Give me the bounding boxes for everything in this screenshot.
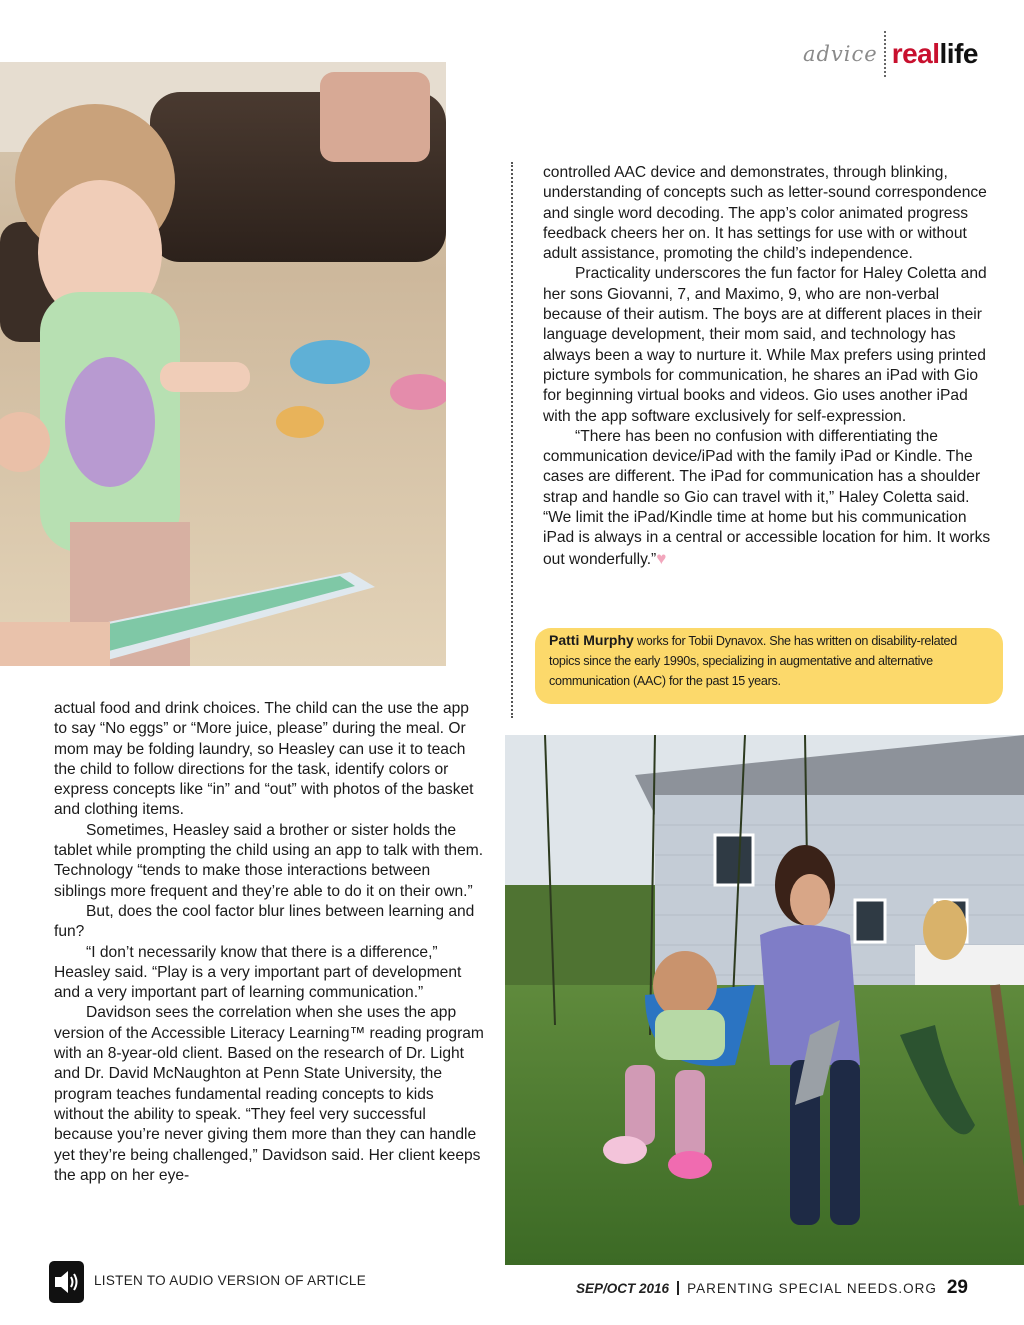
page-footer bbox=[576, 1277, 968, 1299]
site-name: PARENTING SPECIAL NEEDS.ORG bbox=[687, 1280, 937, 1296]
section-label: advice bbox=[802, 42, 878, 66]
audio-version-link[interactable]: LISTEN TO AUDIO VERSION OF ARTICLE bbox=[94, 1273, 367, 1288]
paragraph: But, does the cool factor blur lines between learning and fun? bbox=[54, 902, 475, 941]
article-left-column bbox=[54, 699, 486, 1186]
page-number: 29 bbox=[946, 1277, 968, 1298]
paragraph: Davidson sees the correlation when she uses the app version of the Accessible Literacy Learning™ reading program with an 8-year-old client. Based on the research of Dr. Light and Dr. David McNaughton at Penn State University, the program teaches fundamental reading concepts to kids without the ability to speak. “They feel very successful because you’re never giving them more than they can handle yet they’re being challenged,” Davidson said. Her client keeps the app on her eye- bbox=[54, 1004, 484, 1184]
heart-icon: ♥ bbox=[656, 548, 667, 568]
brand-real: real bbox=[891, 38, 940, 69]
paragraph-last bbox=[543, 427, 991, 570]
footer-divider bbox=[677, 1281, 679, 1295]
paragraph: actual food and drink choices. The child can the use the app to say “No eggs” or “More juice, please” during the meal. Or mom may be folding laundry, so Heasley can use it to teach the child to follow directions for the task, identify colors or express concepts like “in” and “out” with photos of the basket and clothing items. bbox=[54, 700, 474, 819]
paragraph-text: “There has been no confusion with differentiating the communication device/iPad with the family iPad or Kindle. The cases are different. The iPad for communication has a shoulder strap and handle so Gio can travel with it,” Haley Coletta said. “We limit the iPad/Kindle time at home but his communication iPad is always in a central or accessible location for him. It works out wonderfully.” bbox=[543, 427, 991, 568]
column-divider bbox=[511, 162, 513, 718]
header-divider bbox=[884, 31, 886, 77]
author-name: Patti Murphy bbox=[549, 632, 634, 648]
article-right-column bbox=[543, 163, 991, 570]
paragraph: Practicality underscores the fun factor for Haley Coletta and her sons Giovanni, 7, and Maximo, 9, who are non-verbal because of their autism. The boys are at different places in their language development, their mom said, and technology has always been a way to nurture it. While Max prefers using printed picture symbols for communication, he shares an iPad with Gio for beginning virtual books and videos. Gio uses another iPad with the app software exclusively for self-expression. bbox=[543, 265, 987, 425]
audio-speaker-icon[interactable] bbox=[49, 1261, 84, 1303]
author-bio bbox=[535, 628, 1003, 704]
paragraph: “I don’t necessarily know that there is a difference,” Heasley said. “Play is a very important part of development and a very important part of learning communication.” bbox=[54, 943, 462, 1002]
photo-girl-with-tablet bbox=[0, 62, 446, 666]
paragraph: Sometimes, Heasley said a brother or sister holds the tablet while prompting the child using an app to talk with them. Technology “tends to make those interactions between siblings more frequent and they’re able to do it on their own.” bbox=[54, 821, 484, 900]
issue-date: SEP/OCT 2016 bbox=[576, 1280, 670, 1296]
brand-life: life bbox=[939, 38, 978, 69]
author-bio-text: works for Tobii Dynavox. She has written on disability-related topics since the early 1990s, specializing in augmentative and alternative communication (AAC) for the past 15 years. bbox=[549, 634, 957, 688]
paragraph: controlled AAC device and demonstrates, through blinking, understanding of concepts such as letter-sound correspondence and single word decoding. The app’s color animated progress feedback cheers her on. It has settings for use with or without adult assistance, promoting the child’s independence. bbox=[543, 164, 987, 263]
section-header bbox=[803, 30, 978, 78]
photo-swing-mother-daughter bbox=[505, 735, 1024, 1265]
